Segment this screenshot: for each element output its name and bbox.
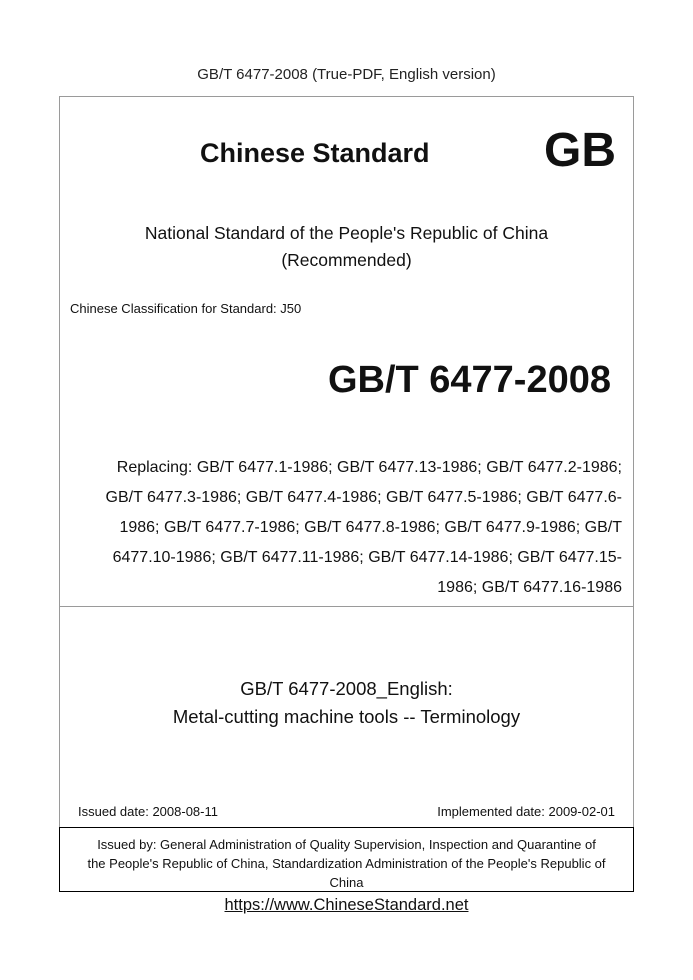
- standard-number: GB/T 6477-2008: [327, 359, 611, 401]
- issued-date: Issued date: 2008-08-11: [78, 804, 218, 819]
- issuer-line: the People's Republic of China, Standardization Administration of the People's Republic of: [87, 856, 606, 871]
- website-link[interactable]: https://www.ChineseStandard.net: [224, 896, 469, 914]
- classification-code: Chinese Classification for Standard: J50: [70, 301, 302, 316]
- section-divider: [59, 606, 634, 607]
- issuer-line: Issued by: General Administration of Quality Supervision, Inspection and Quarantine of: [97, 837, 596, 852]
- replacing-line: Replacing: GB/T 6477.1-1986; GB/T 6477.13-1986; GB/T 6477.2-1986;: [116, 459, 622, 476]
- english-title-line-2: Metal-cutting machine tools -- Terminology: [172, 706, 521, 727]
- english-title-line-1: GB/T 6477-2008_English:: [240, 678, 453, 699]
- page-header: GB/T 6477-2008 (True-PDF, English version): [197, 66, 496, 83]
- replacing-line: GB/T 6477.3-1986; GB/T 6477.4-1986; GB/T 6477.5-1986; GB/T 6477.6-: [105, 489, 622, 506]
- national-line-1: National Standard of the People's Republic of China: [144, 223, 549, 243]
- issuer-box: [59, 827, 634, 892]
- replacing-line: 1986; GB/T 6477.16-1986: [437, 579, 622, 596]
- implemented-date: Implemented date: 2009-02-01: [437, 804, 615, 819]
- replacing-line: 6477.10-1986; GB/T 6477.11-1986; GB/T 6477.14-1986; GB/T 6477.15-: [112, 549, 622, 566]
- doc-type-title: Chinese Standard: [200, 138, 430, 168]
- replacing-block: [70, 453, 622, 603]
- english-title: [59, 675, 634, 731]
- replacing-line: 1986; GB/T 6477.7-1986; GB/T 6477.8-1986; GB/T 6477.9-1986; GB/T: [119, 519, 622, 536]
- gb-mark: GB: [544, 124, 616, 177]
- national-standard-heading: [59, 220, 634, 274]
- national-line-2: (Recommended): [281, 250, 412, 270]
- issuer-line: China: [329, 875, 364, 890]
